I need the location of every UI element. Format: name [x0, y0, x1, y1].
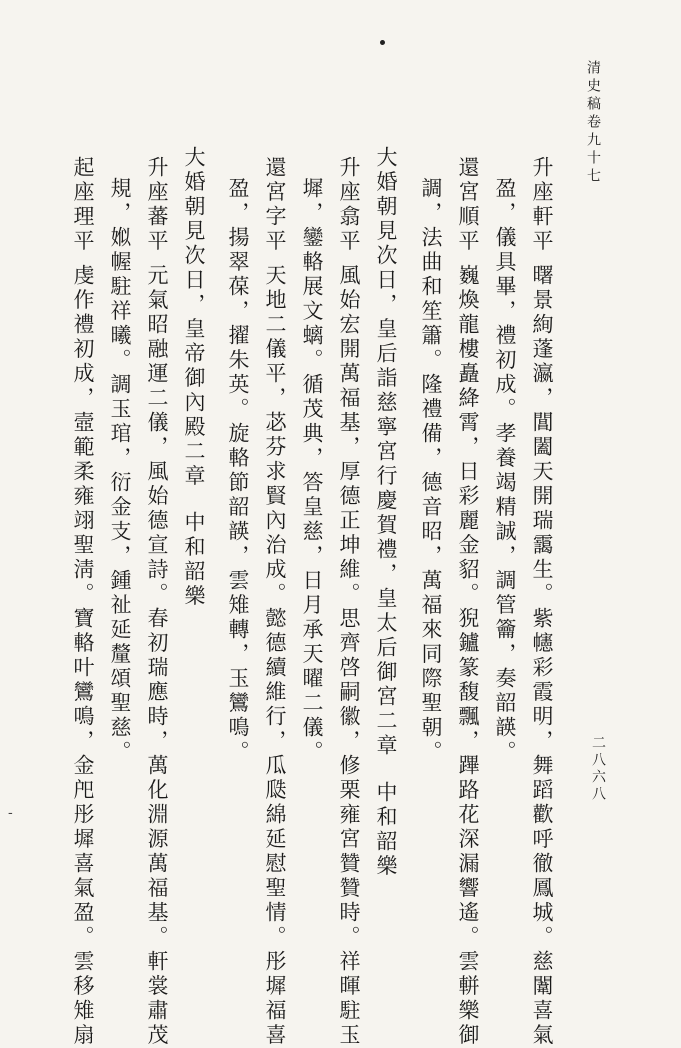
section-heading: 大婚朝見次日，皇帝御內殿二章 — [182, 146, 206, 489]
lyric-text: 風始宏開萬福基，厚德正坤維。思齊啓嗣徽，修栗雍宮贊贊時。祥暉駐玉 — [337, 264, 361, 1048]
running-head: 清史稿卷九十七 — [585, 60, 601, 186]
lyric-text: 元氣昭融運二儀，風始德宣詩。春初瑞應時，萬化淵源萬福基。軒裳肅茂 — [145, 264, 169, 1048]
tune-label: 升座翕平 — [337, 156, 361, 254]
lyric-text: 虔作禮初成，壼範柔雍翊聖淸。寶輅叶鸞鳴，金戺彤墀喜氣盈。雲移雉扇 — [71, 264, 95, 1048]
tune-label: 起座理平 — [71, 156, 95, 254]
text-column — [491, 177, 519, 765]
tune-label: 還宮字平 — [263, 156, 287, 254]
text-column — [69, 156, 97, 1048]
lyric-text: 墀，鑾輅展文螭。循茂典，答皇慈，日月承天曜二儀。 — [300, 177, 324, 765]
lyric-text: 巍煥龍樓矗絳霄，日彩麗金貂。猊鑪篆馥飄，蹕路花深漏響遙。雲軿樂御 — [456, 264, 480, 1048]
tune-label: 升座軒平 — [530, 156, 554, 254]
lyric-text: 規，娰幄駐祥曦。調玉琯，衍金支，鍾祉延釐頌聖慈。 — [108, 177, 132, 765]
section-title — [180, 146, 208, 609]
text-column — [261, 156, 289, 1048]
section-heading: 大婚朝見次日，皇后詣慈寧宮行慶賀禮，皇太后御宮二章 — [374, 146, 398, 759]
section-title — [372, 146, 400, 879]
tune-label: 還宮順平 — [456, 156, 480, 254]
ink-dot — [380, 40, 385, 45]
text-column — [454, 156, 482, 1048]
text-column — [143, 156, 171, 1048]
text-column — [335, 156, 363, 1048]
tune-label: 升座蕃平 — [145, 156, 169, 254]
edge-mark: - — [8, 805, 13, 821]
lyric-text: 天地二儀平，苾芬求賢內治成。懿德續維行，瓜瓞綿延慰聖情。彤墀福喜 — [263, 264, 287, 1048]
text-column — [106, 177, 134, 765]
lyric-text: 調，法曲和笙簫。隆禮備，德音昭，萬福來同際聖朝。 — [419, 177, 443, 765]
text-column — [528, 156, 556, 1048]
text-column — [224, 177, 252, 765]
page-number: 二八六八 — [590, 735, 606, 803]
music-note: 中和韶樂 — [182, 511, 206, 609]
text-column — [417, 177, 445, 765]
music-note: 中和韶樂 — [374, 780, 398, 879]
text-column — [298, 177, 326, 765]
lyric-text: 盈，儀具畢，禮初成。孝養竭精誠，調管籥，奏韶韺。 — [493, 177, 517, 765]
lyric-text: 曙景絢蓬瀛，閶闔天開瑞靄生。紫幰彩霞明，舞蹈歡呼徹鳳城。慈闈喜氣 — [530, 264, 554, 1048]
lyric-text: 盈，揚翠葆，擢朱英。旋輅節韶韺，雲雉轉，玉鸞鳴。 — [226, 177, 250, 765]
